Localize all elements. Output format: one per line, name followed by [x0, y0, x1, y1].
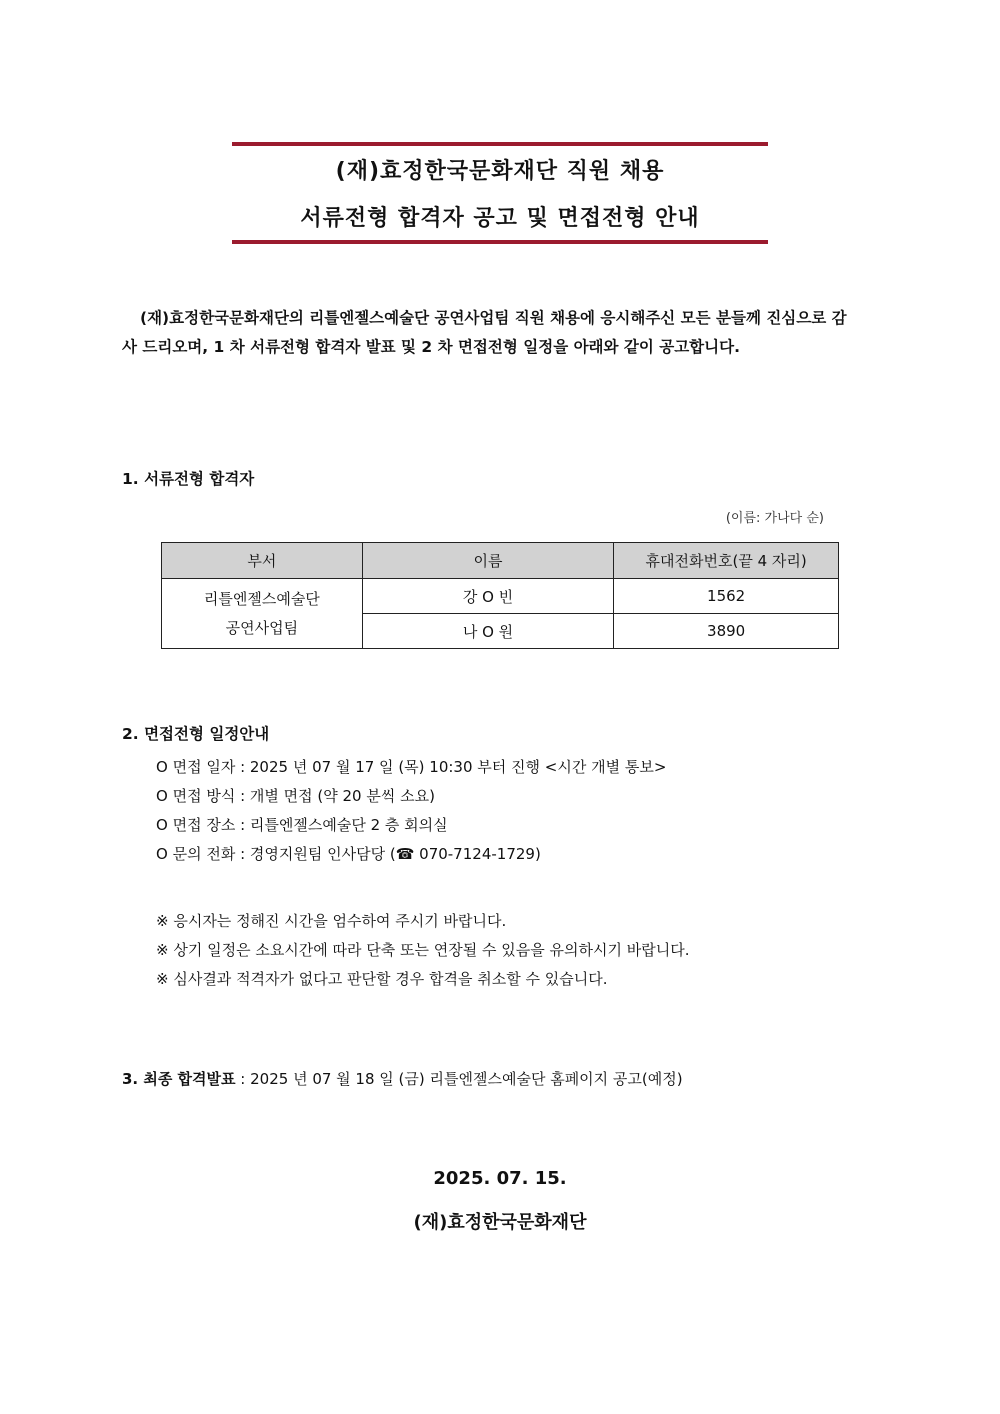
final-announcement — [122, 1068, 683, 1089]
section1-heading: 1. 서류전형 합격자 — [122, 470, 255, 488]
note-1: ※ 응시자는 정해진 시간을 엄수하여 주시기 바랍니다. — [156, 912, 507, 930]
intro-paragraph: (재)효정한국문화재단의 리틀엔젤스예술단 공연사업팀 직원 채용에 응시해주신 모든 분들께 진심으로 감사 드리오며, 1 차 서류전형 합격자 발표 및 2 차 면접전형 일정을 아래와 같이 공고합니다. — [122, 309, 847, 356]
dept-line-1: 리틀엔젤스예술단 — [203, 589, 320, 608]
name-cell: 나 O 원 — [362, 614, 614, 649]
phone-cell: 3890 — [614, 614, 839, 649]
section2-heading: 2. 면접전형 일정안내 — [122, 725, 270, 743]
table-header-row — [162, 543, 839, 579]
section3-heading: 3. 최종 합격발표 — [122, 1070, 236, 1088]
issuer-org: (재)효정한국문화재단 — [413, 1212, 587, 1233]
issue-date: 2025. 07. 15. — [433, 1168, 567, 1189]
interview-method-item: O 면접 방식 : 개별 면접 (약 20 분씩 소요) — [156, 787, 435, 805]
interview-date-item: O 면접 일자 : 2025 년 07 월 17 일 (목) 10:30 부터 진행 <시간 개별 통보> — [156, 758, 667, 776]
dept-cell — [162, 579, 363, 649]
column-header-dept: 부서 — [162, 543, 363, 579]
column-header-phone: 휴대전화번호(끝 4 자리) — [614, 543, 839, 579]
dept-line-2: 공연사업팀 — [225, 618, 299, 637]
column-header-name: 이름 — [362, 543, 614, 579]
interview-location-item: O 면접 장소 : 리틀엔젤스예술단 2 층 회의실 — [156, 816, 448, 834]
title-line-2: 서류전형 합격자 공고 및 면접전형 안내 — [300, 206, 700, 231]
name-cell: 강 O 빈 — [362, 579, 614, 614]
title-top-rule — [232, 142, 768, 146]
section3-text: : 2025 년 07 월 18 일 (금) 리틀엔젤스예술단 홈페이지 공고(예정) — [235, 1070, 683, 1088]
table-row — [162, 579, 839, 614]
title-line-1: (재)효정한국문화재단 직원 채용 — [335, 159, 665, 184]
title-bottom-rule — [232, 240, 768, 244]
sort-note: (이름: 가나다 순) — [725, 511, 824, 526]
title-box — [232, 142, 768, 246]
phone-cell: 1562 — [614, 579, 839, 614]
note-2: ※ 상기 일정은 소요시간에 따라 단축 또는 연장될 수 있음을 유의하시기 바랍니다. — [156, 941, 690, 959]
contact-item: O 문의 전화 : 경영지원팀 인사담당 (☎ 070-7124-1729) — [156, 845, 541, 863]
passers-table — [161, 542, 839, 649]
note-3: ※ 심사결과 적격자가 없다고 판단할 경우 합격을 취소할 수 있습니다. — [156, 970, 608, 988]
